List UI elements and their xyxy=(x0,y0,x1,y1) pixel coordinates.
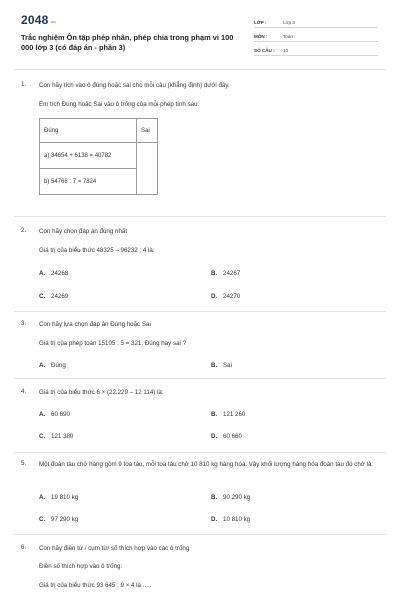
question-text: Con hãy điền từ / cụm từ/ số thích hợp vào các ô trống xyxy=(39,545,190,552)
header-divider xyxy=(14,69,386,70)
option-text: 24267 xyxy=(223,270,241,277)
option-label: C. xyxy=(39,293,46,300)
question-divider xyxy=(14,378,386,379)
logo-suffix: .vn xyxy=(49,19,56,24)
question-number: 5. xyxy=(21,460,27,467)
answer-option-b[interactable] xyxy=(211,362,232,369)
question-text: Con hãy chọn đáp án đúng nhất xyxy=(39,228,128,235)
question-number: 6. xyxy=(21,544,27,551)
option-text: 10 810 kg xyxy=(223,516,251,523)
meta-key: MÔN : xyxy=(254,34,268,39)
option-label: D. xyxy=(211,293,218,300)
meta-value: Lớp 3 xyxy=(283,20,295,25)
meta-row-subject xyxy=(254,29,378,42)
answer-option-a[interactable] xyxy=(39,494,78,501)
question-number: 3. xyxy=(21,320,27,327)
question-text: Một đoàn tàu chở hàng gồm 9 toa tàu, mỗi toa tàu chở 10 810 kg hàng hóa. Vậy khối lượng hàng hóa đoàn tàu đó chở là: xyxy=(39,461,374,468)
question-text: Giá trị của biểu thức 6 × (22.229 – 12 114) là: xyxy=(39,389,164,396)
document-title: Trắc nghiệm Ôn tập phép nhân, phép chia trong phạm vi 100 000 lớp 3 (có đáp án - phần 3) xyxy=(21,33,234,52)
answer-option-a[interactable] xyxy=(39,362,66,369)
option-label: B. xyxy=(211,362,218,369)
question-number: 2. xyxy=(21,227,27,234)
option-label: B. xyxy=(211,270,218,277)
true-false-table xyxy=(39,118,158,195)
answer-option-d[interactable] xyxy=(211,516,250,523)
answer-option-c[interactable] xyxy=(39,516,78,523)
answer-option-b[interactable] xyxy=(211,270,240,277)
question-divider xyxy=(14,452,386,453)
question-subtext: Điền số thích hợp vào ô trống: xyxy=(39,563,123,570)
table-row-statement: a) 34654 + 6138 = 40782 xyxy=(40,143,137,169)
option-text: Đúng xyxy=(51,362,66,369)
table-header-false: Sai xyxy=(137,119,158,143)
question-blank-prompt[interactable]: Giá trị của biểu thức 93 645 : 9 × 4 là ..... xyxy=(39,582,152,589)
question-text: Con hãy lựa chọn đáp án Đúng hoặc Sai xyxy=(39,321,151,328)
option-label: B. xyxy=(211,494,218,501)
option-text: 24269 xyxy=(51,293,69,300)
table-header-true: Đúng xyxy=(40,119,137,143)
answer-checkbox-cell[interactable] xyxy=(137,143,158,195)
question-number: 4. xyxy=(21,388,27,395)
meta-key: LỚP : xyxy=(254,20,267,25)
option-text: 24270 xyxy=(223,293,241,300)
meta-key: SỐ CÂU : xyxy=(254,48,275,53)
option-text: 121 260 xyxy=(223,411,246,418)
option-label: C. xyxy=(39,516,46,523)
answer-option-a[interactable] xyxy=(39,411,70,418)
option-text: 24268 xyxy=(51,270,69,277)
option-label: D. xyxy=(211,516,218,523)
option-label: C. xyxy=(39,433,46,440)
meta-row-count xyxy=(254,43,378,56)
question-text: Con hãy tích vào ô đúng hoặc sai cho mỗi câu (khẳng định) dưới đây. xyxy=(39,82,230,89)
question-subtext: Giá trị của biểu thức 48325 – 96232 : 4 là: xyxy=(39,247,155,254)
answer-option-d[interactable] xyxy=(211,293,240,300)
option-label: A. xyxy=(39,411,46,418)
option-label: A. xyxy=(39,270,46,277)
option-label: A. xyxy=(39,362,46,369)
question-subtext: Em tích Đúng hoặc Sai vào ô trống của mỗi phép tính sau: xyxy=(39,101,200,108)
meta-value: 10 xyxy=(283,48,289,53)
option-label: B. xyxy=(211,411,218,418)
question-number: 1. xyxy=(21,81,27,88)
question-divider xyxy=(14,534,386,535)
answer-option-c[interactable] xyxy=(39,433,73,440)
question-subtext: Giá trị của phép toán 15105 : 5 = 321. Đúng hay sai ? xyxy=(39,340,187,347)
answer-option-b[interactable] xyxy=(211,494,250,501)
option-label: D. xyxy=(211,433,218,440)
answer-option-b[interactable] xyxy=(211,411,245,418)
option-text: 60 660 xyxy=(223,433,242,440)
meta-value: Toán xyxy=(283,34,293,39)
option-text: 60 690 xyxy=(51,411,70,418)
option-text: 19 810 kg xyxy=(51,494,79,501)
option-text: Sai xyxy=(223,362,232,369)
site-logo[interactable] xyxy=(21,13,56,27)
meta-panel xyxy=(254,15,378,56)
answer-option-d[interactable] xyxy=(211,433,242,440)
answer-option-a[interactable] xyxy=(39,270,68,277)
logo-text: 2048 xyxy=(21,13,49,27)
option-text: 97 290 kg xyxy=(51,516,79,523)
option-text: 90 290 kg xyxy=(223,494,251,501)
answer-option-c[interactable] xyxy=(39,293,68,300)
meta-row-class xyxy=(254,15,378,28)
table-row-statement: b) 54768 : 7 = 7824 xyxy=(40,169,137,195)
question-divider xyxy=(14,216,386,217)
question-divider xyxy=(14,311,386,312)
option-label: A. xyxy=(39,494,46,501)
option-text: 121 380 xyxy=(51,433,74,440)
